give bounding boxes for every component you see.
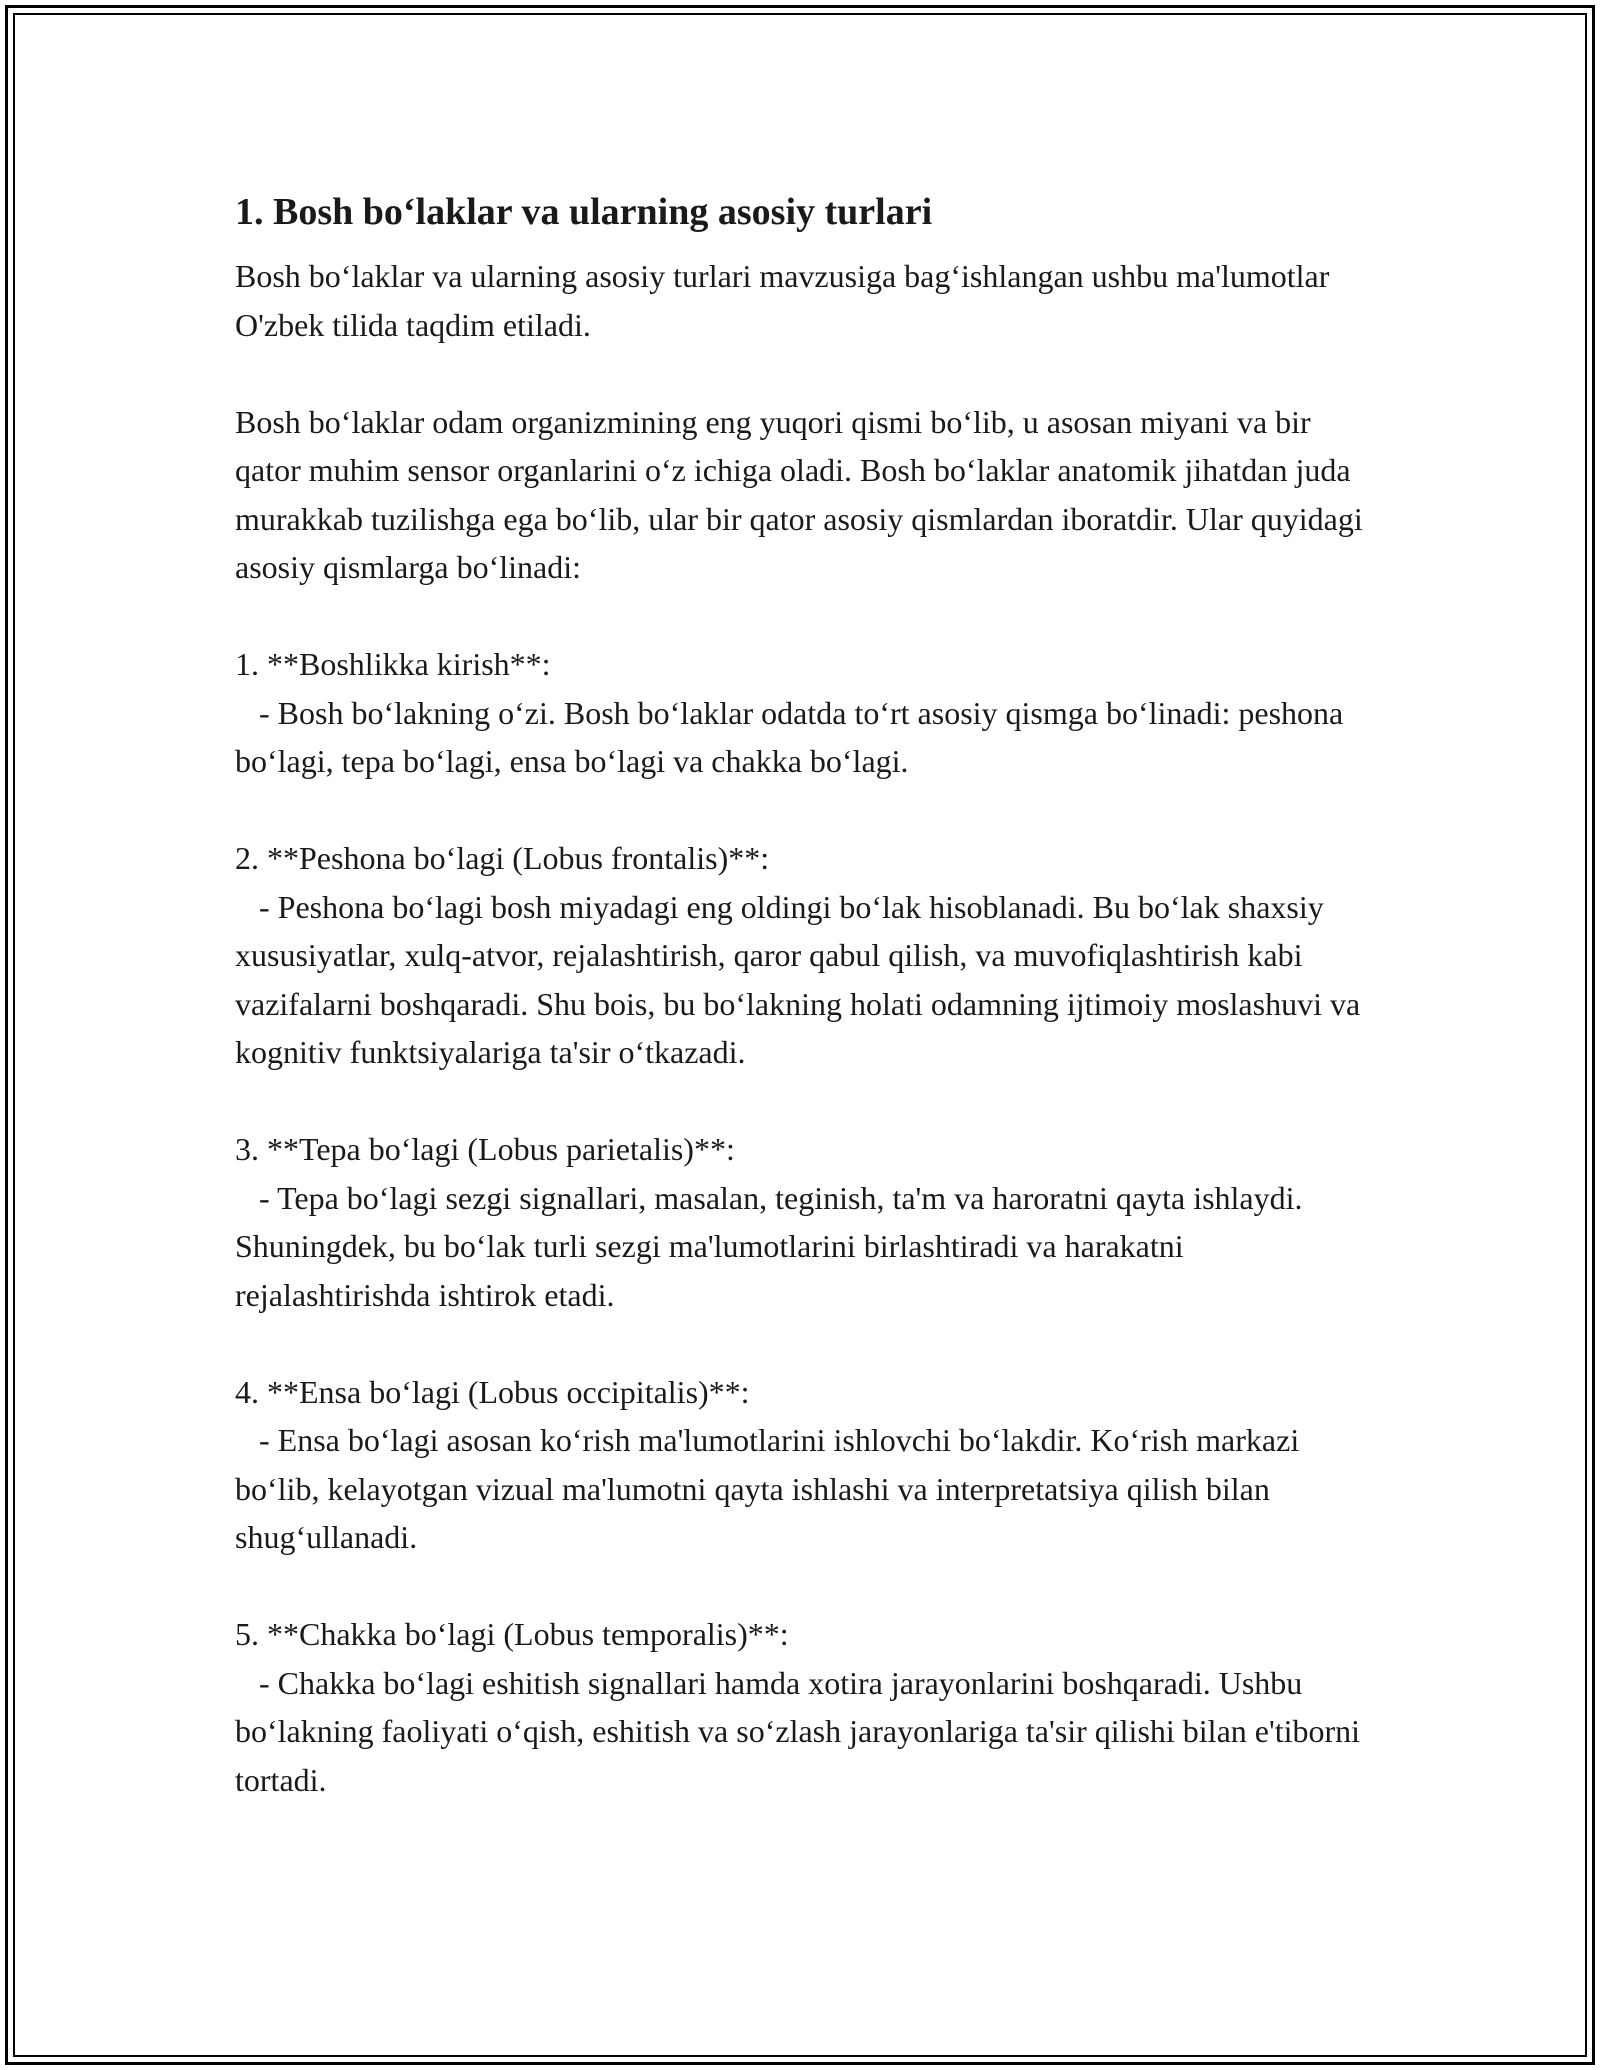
section-title: 3. **Tepa bo‘lagi (Lobus parietalis)**: xyxy=(235,1131,735,1167)
section-item xyxy=(235,1610,1375,1804)
intro-paragraph: Bosh bo‘laklar va ularning asosiy turlari mavzusiga bag‘ishlangan ushbu ma'lumotlar O'zbek tilida taqdim etiladi. xyxy=(235,258,1338,343)
section-body: - Bosh bo‘lakning o‘zi. Bosh bo‘laklar odatda to‘rt asosiy qismga bo‘linadi: peshona bo‘lagi, tepa bo‘lagi, ensa bo‘lagi va chakka bo‘lagi. xyxy=(235,694,1352,779)
section-body: - Peshona bo‘lagi bosh miyadagi eng oldingi bo‘lak hisoblanadi. Bu bo‘lak shaxsiy xususiyatlar, xulq-atvor, rejalashtirish, qaror qabul qilish, va muvofiqlashtirish kabi vazifalarni boshqaradi. Shu bois, bu bo‘lakning holati odamning ijtimoiy moslashuvi va kognitiv funktsiyalariga ta'sir o‘tkazadi. xyxy=(235,888,1369,1070)
section-item xyxy=(235,1368,1375,1562)
section-title: 2. **Peshona bo‘lagi (Lobus frontalis)**: xyxy=(235,840,770,876)
section-title: 4. **Ensa bo‘lagi (Lobus occipitalis)**: xyxy=(235,1373,750,1410)
section-item xyxy=(235,834,1375,1077)
document-heading: 1. Bosh bo‘laklar va ularning asosiy turlari xyxy=(235,191,933,233)
document-page xyxy=(235,186,1375,1853)
section-item xyxy=(235,640,1375,786)
section-body: - Tepa bo‘lagi sezgi signallari, masalan, teginish, ta'm va haroratni qayta ishlaydi. Shuningdek, bu bo‘lak turli sezgi ma'lumotlarini birlashtiradi va harakatni rejalashtirishda ishtirok etadi. xyxy=(235,1179,1311,1313)
overview-paragraph: Bosh bo‘laklar odam organizmining eng yuqori qismi bo‘lib, u asosan miyani va bir qator muhim sensor organlarini o‘z ichiga oladi. Bosh bo‘laklar anatomik jihatdan juda murakkab tuzilishga ega bo‘lib, ular bir qator asosiy qismlardan iboratdir. Ular quyidagi asosiy qismlarga bo‘linadi: xyxy=(235,403,1371,585)
section-title: 5. **Chakka bo‘lagi (Lobus temporalis)**: xyxy=(235,1616,789,1652)
section-body: - Chakka bo‘lagi eshitish signallari hamda xotira jarayonlarini boshqaradi. Ushbu bo‘lakning faoliyati o‘qish, eshitish va so‘zlash jarayonlariga ta'sir qilishi bilan e'tiborni tortadi. xyxy=(235,1664,1369,1798)
section-item xyxy=(235,1125,1375,1319)
section-title: 1. **Boshlikka kirish**: xyxy=(235,646,551,682)
section-body: - Ensa bo‘lagi asosan ko‘rish ma'lumotlarini ishlovchi bo‘lakdir. Ko‘rish markazi bo‘lib, kelayotgan vizual ma'lumotni qayta ishlashi va interpretatsiya qilish bilan shug‘ullanadi. xyxy=(235,1422,1308,1555)
